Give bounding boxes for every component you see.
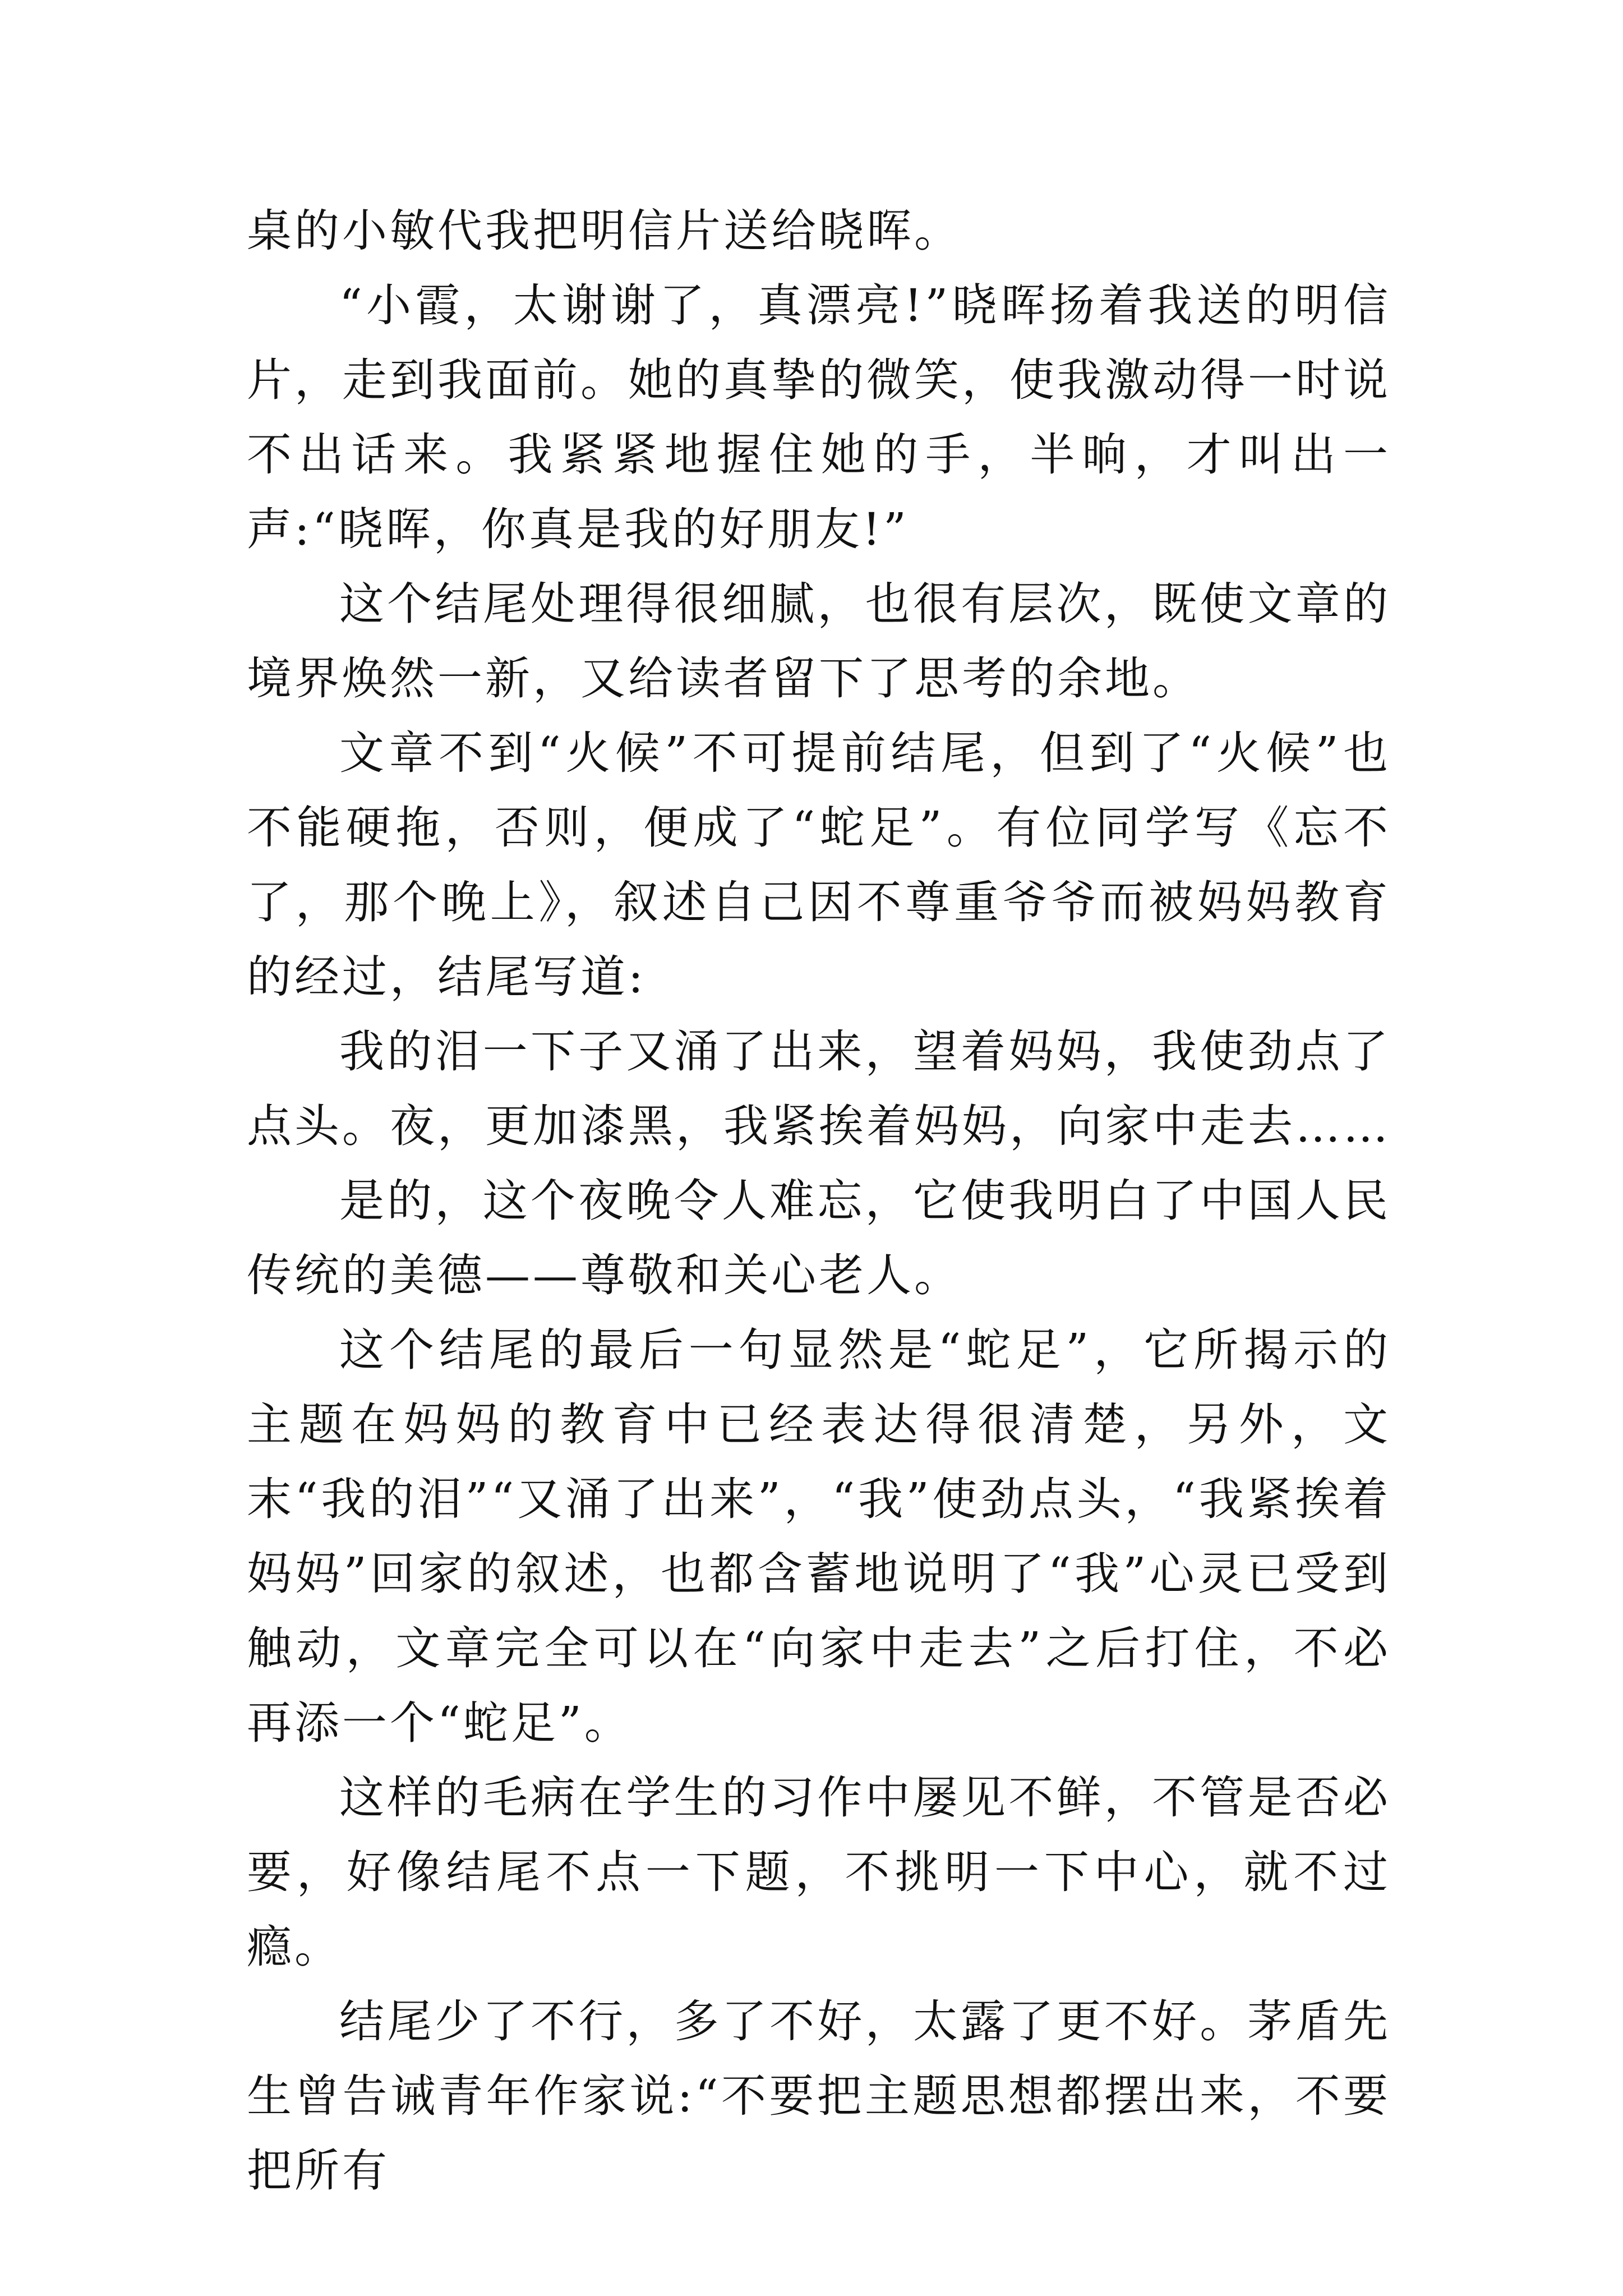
paragraph-4: 文章不到“火候”不可提前结尾，但到了“火候”也不能硬拖，否则，便成了“蛇足”。有位同学写《忘不了，那个晚上》，叙述自己因不尊重爷爷而被妈妈教育的经过，结尾写道:: [247, 727, 1391, 1003]
paragraph-3: 这个结尾处理得很细腻，也很有层次，既使文章的境界焕然一新，又给读者留下了思考的余地。: [247, 578, 1391, 705]
paragraph-6-quote: 是的，这个夜晚令人难忘，它使我明白了中国人民传统的美德——尊敬和关心老人。: [247, 1175, 1391, 1301]
body-text: [247, 194, 1391, 2208]
paragraph-1: 桌的小敏代我把明信片送给晓晖。: [247, 205, 962, 257]
paragraph-7: 这个结尾的最后一句显然是“蛇足”，它所揭示的主题在妈妈的教育中已经表达得很清楚，另外，文末“我的泪”“又涌了出来”，“我”使劲点头，“我紧挨着妈妈”回家的叙述，也都含蓄地说明了“我”心灵已受到触动，文章完全可以在“向家中走去”之后打住，不必再添一个“蛇足”。: [247, 1324, 1391, 1749]
paragraph-2: “小霞，太谢谢了，真漂亮!”晓晖扬着我送的明信片，走到我面前。她的真挚的微笑，使我激动得一时说不出话来。我紧紧地握住她的手，半晌，才叫出一声:“晓晖，你真是我的好朋友!”: [247, 279, 1391, 555]
paragraph-8: 这样的毛病在学生的习作中屡见不鲜，不管是否必要，好像结尾不点一下题，不挑明一下中心，就不过瘾。: [247, 1772, 1391, 1973]
paragraph-5-quote: 我的泪一下子又涌了出来，望着妈妈，我使劲点了点头。夜，更加漆黑，我紧挨着妈妈，向家中走去……: [247, 1025, 1391, 1152]
paragraph-9: 结尾少了不行，多了不好，太露了更不好。茅盾先生曾告诫青年作家说:“不要把主题思想都摆出来，不要把所有: [247, 1995, 1391, 2197]
